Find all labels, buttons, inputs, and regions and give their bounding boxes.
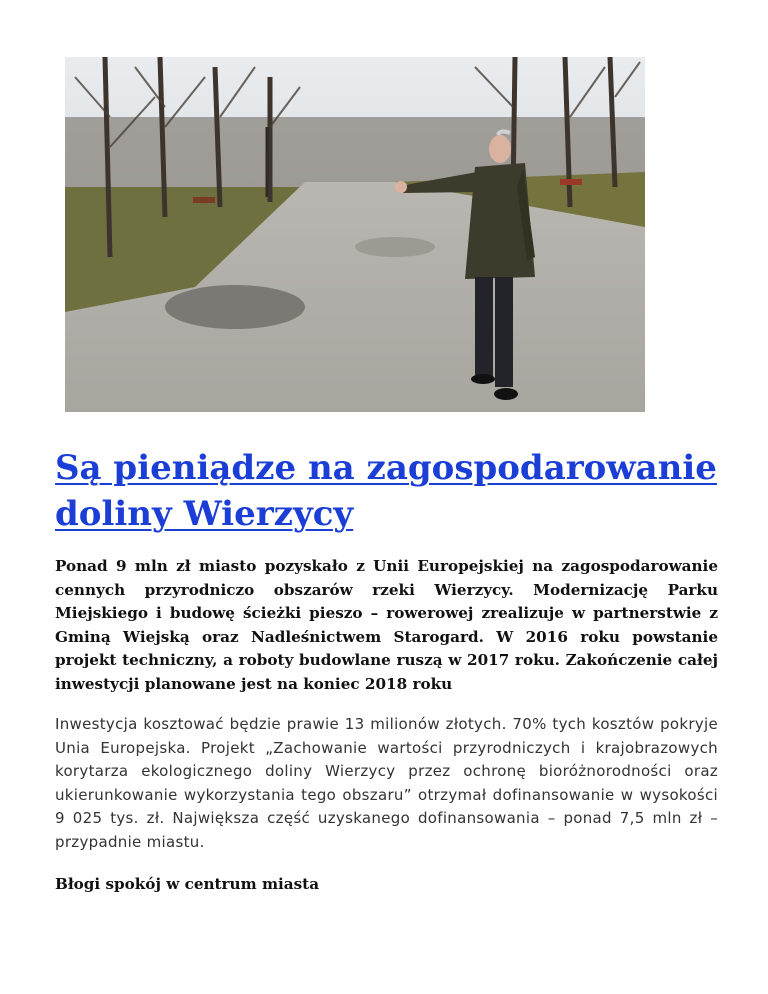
section-subheading: Błogi spokój w centrum miasta [55,875,320,893]
park-scene-illustration [65,57,645,412]
article-photo [65,57,645,412]
article-body-paragraph: Inwestycja kosztować będzie prawie 13 milionów złotych. 70% tych kosztów pokryje Unia Europejska. Projekt „Zachowanie wartości przyrodniczych i krajobrazowych korytarza ekologicznego doliny Wierzycy przez ochronę bioróżnorodności oraz ukierunkowanie wykorzystania tego obszaru” otrzymał dofinansowanie w wysokości 9 025 tys. zł. Największa część uzyskanego dofinansowania – ponad 7,5 mln zł – przypadnie miastu. [55,715,718,851]
article-title-link[interactable]: Są pieniądze na zagospodarowanie doliny Wierzycy [55,448,717,534]
article-lead: Ponad 9 mln zł miasto pozyskało z Unii Europejskiej na zagospodarowanie cennych przyrodniczo obszarów rzeki Wierzycy. Modernizację Parku Miejskiego i budowę ścieżki pieszo – rowerowej zrealizuje w partnerstwie z Gminą Wiejską oraz Nadleśnictwem Starogard. W 2016 roku powstanie projekt techniczny, a roboty budowlane ruszą w 2017 roku. Zakończenie całej inwestycji planowane jest na koniec 2018 roku [55,557,718,693]
article-title[interactable] [55,445,725,537]
